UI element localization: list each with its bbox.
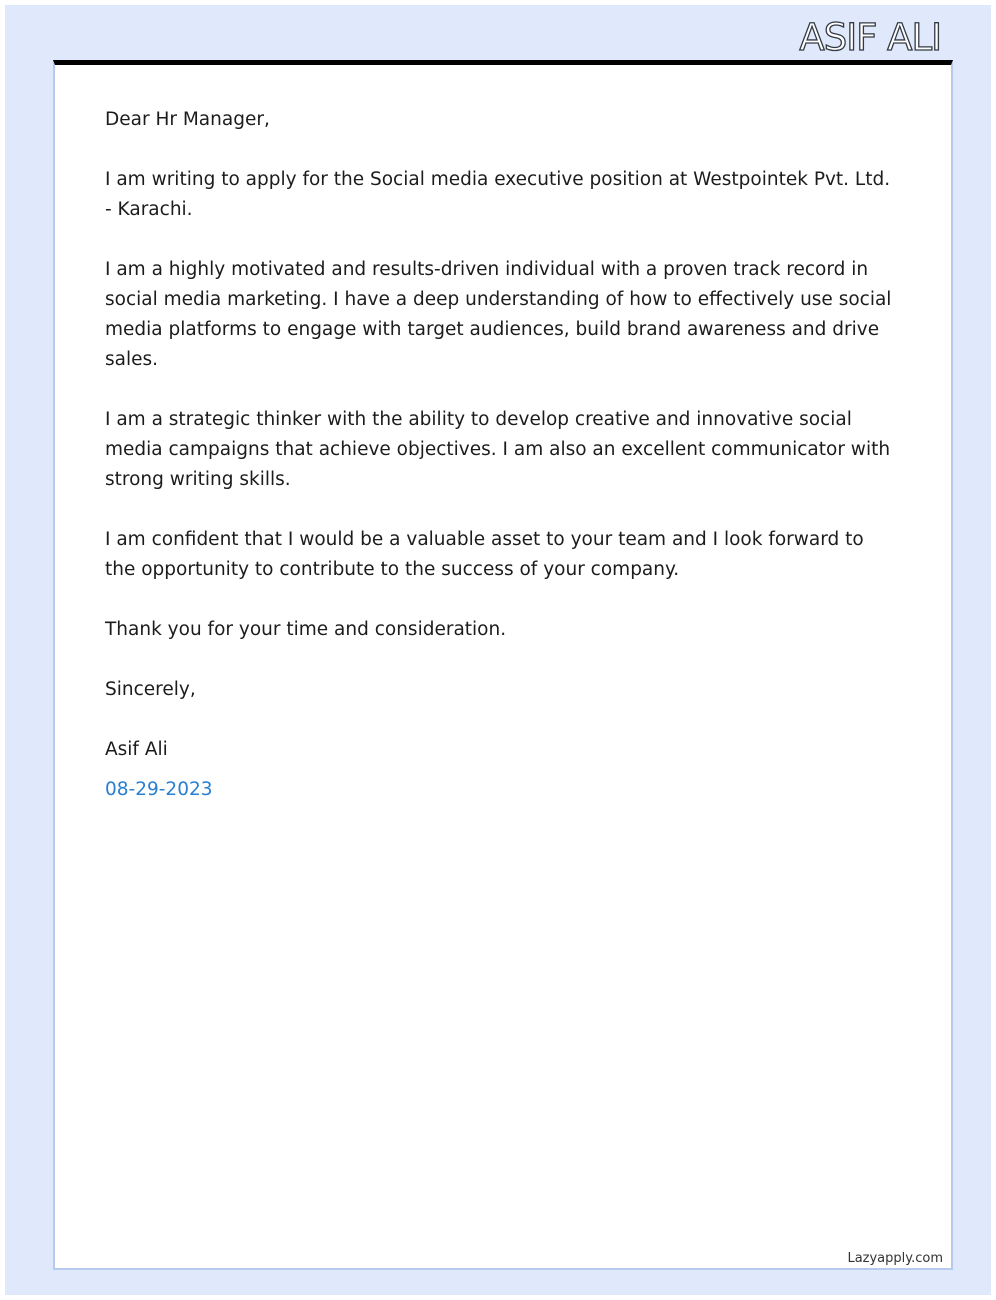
letter-date: 08-29-2023 — [105, 779, 213, 800]
paragraph-skills: I am a strategic thinker with the ability to develop creative and innovative social media campaigns that achieve objectives. I am also an excellent communicator with strong writing skills. — [105, 409, 891, 490]
footer-brand: Lazyapply.com — [847, 1251, 943, 1266]
paragraph-experience: I am a highly motivated and results-driven individual with a proven track record in social media marketing. I have a deep understanding of how to effectively use social media platforms to engage with target audiences, build brand awareness and drive sales. — [105, 259, 892, 370]
paragraph-confidence: I am confident that I would be a valuable asset to your team and I look forward to the opportunity to contribute to the success of your company. — [105, 529, 864, 580]
letter-body — [105, 105, 895, 805]
salutation: Dear Hr Manager, — [105, 109, 270, 130]
header-name: ASIF ALI — [799, 16, 941, 59]
document-background — [5, 5, 991, 1295]
signature-name: Asif Ali — [105, 739, 168, 760]
letter-page — [53, 60, 953, 1270]
paragraph-intro: I am writing to apply for the Social media executive position at Westpointek Pvt. Ltd. - Karachi. — [105, 169, 891, 220]
closing: Sincerely, — [105, 679, 196, 700]
paragraph-thanks: Thank you for your time and consideration. — [105, 619, 507, 640]
